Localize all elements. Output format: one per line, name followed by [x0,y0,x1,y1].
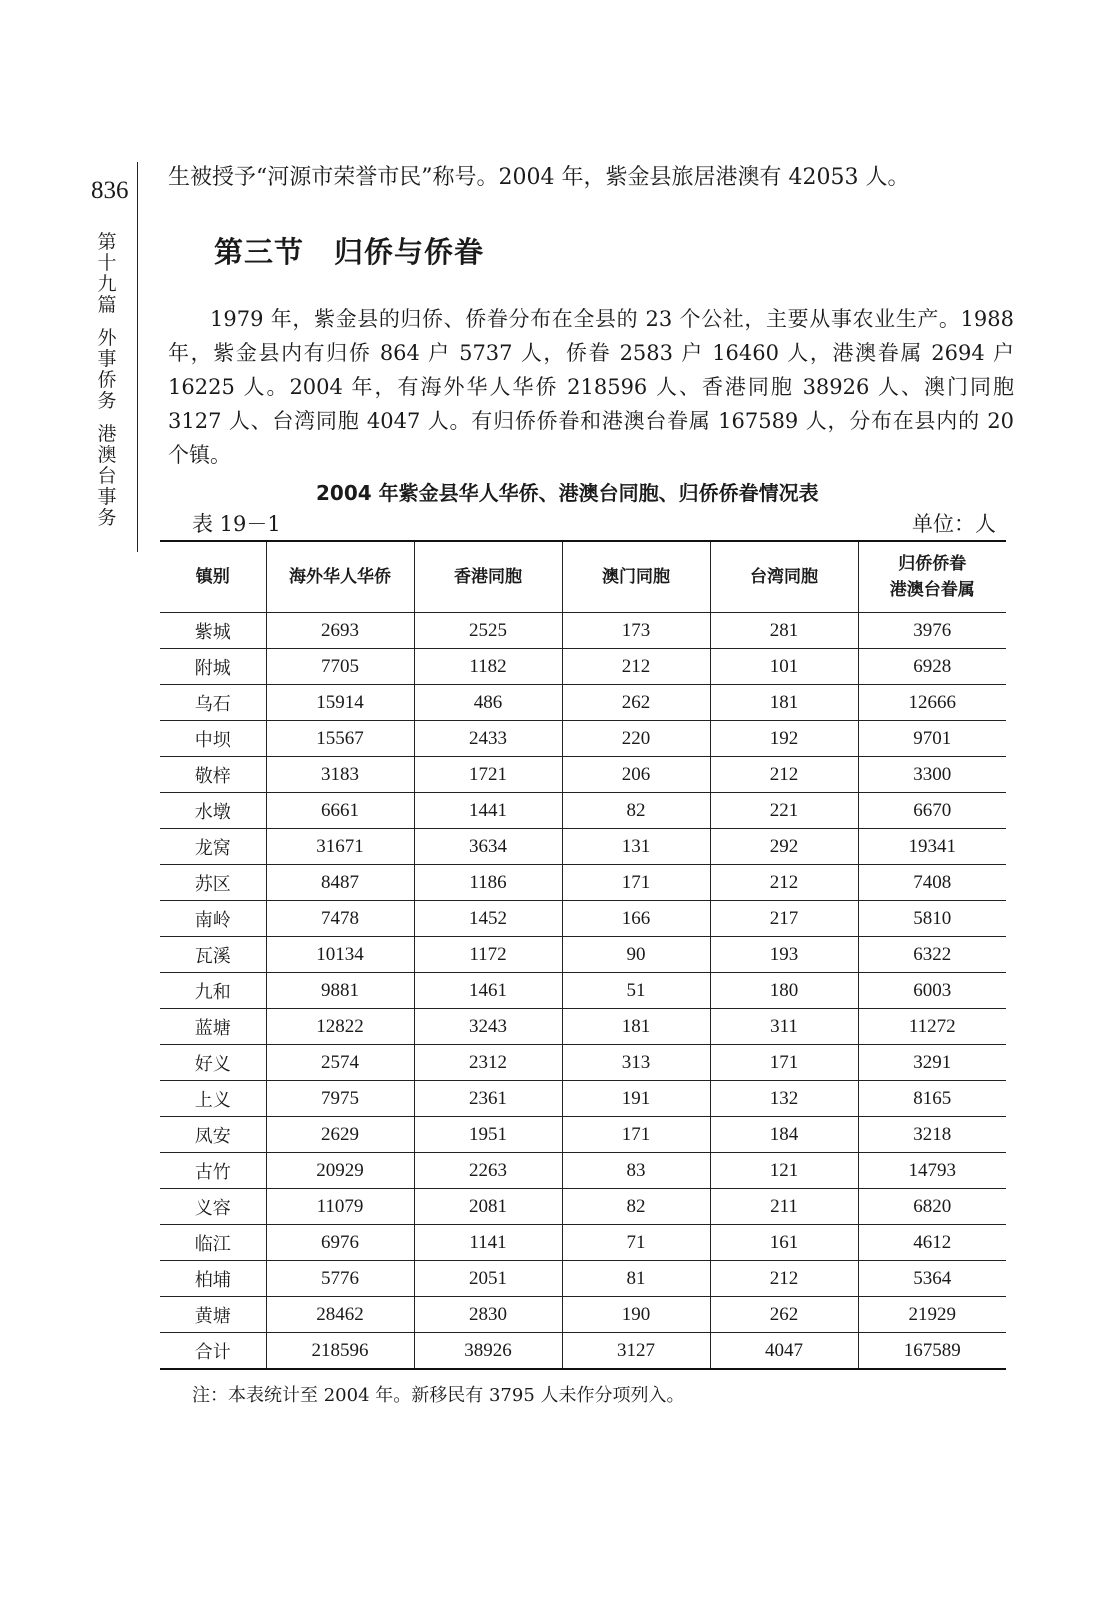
cell-taiwan: 217 [710,901,858,937]
cell-hong-kong: 2361 [414,1081,562,1117]
table-row [160,973,1006,1009]
cell-town: 古竹 [160,1153,266,1189]
cell-macao: 190 [562,1297,710,1333]
cell-town: 柏埔 [160,1261,266,1297]
table-row [160,1045,1006,1081]
cell-hong-kong: 1951 [414,1117,562,1153]
cell-town: 水墩 [160,793,266,829]
cell-town: 乌石 [160,685,266,721]
table-row [160,757,1006,793]
cell-macao: 220 [562,721,710,757]
cell-relatives: 9701 [858,721,1006,757]
cell-overseas-chinese: 15567 [266,721,414,757]
cell-overseas-chinese: 7975 [266,1081,414,1117]
cell-taiwan: 212 [710,757,858,793]
cell-taiwan: 101 [710,649,858,685]
table-row [160,793,1006,829]
cell-town: 敬梓 [160,757,266,793]
cell-town: 蓝塘 [160,1009,266,1045]
cell-relatives: 7408 [858,865,1006,901]
margin-rule [137,162,138,552]
cell-macao: 51 [562,973,710,1009]
body-paragraph: 1979 年，紫金县的归侨、侨眷分布在全县的 23 个公社，主要从事农业生产。1988 年，紫金县内有归侨 864 户 5737 人，侨眷 2583 户 16460 人，港澳眷属 2694 户 16225 人。2004 年，有海外华人华侨 218596 人、香港同胞 38926 人、澳门同胞 3127 人、台湾同胞 4047 人。有归侨侨眷和港澳台眷属 167589 人，分布在县内的 20 个镇。 [168,307,1014,467]
cell-relatives: 3976 [858,613,1006,649]
cell-hong-kong: 2263 [414,1153,562,1189]
continuation-text: 生被授予“河源市荣誉市民”称号。2004 年，紫金县旅居港澳有 42053 人。 [168,165,910,190]
cell-macao: 173 [562,613,710,649]
cell-taiwan: 184 [710,1117,858,1153]
table-row [160,1225,1006,1261]
table-row [160,1153,1006,1189]
cell-overseas-chinese: 12822 [266,1009,414,1045]
cell-town: 龙窝 [160,829,266,865]
table-row [160,649,1006,685]
cell-macao: 191 [562,1081,710,1117]
cell-overseas-chinese: 6976 [266,1225,414,1261]
cell-overseas-chinese: 8487 [266,865,414,901]
header-macao: 澳门同胞 [562,541,710,613]
table-row [160,721,1006,757]
cell-overseas-chinese: 10134 [266,937,414,973]
cell-overseas-chinese: 20929 [266,1153,414,1189]
header-relatives [858,541,1006,613]
cell-overseas-chinese: 3183 [266,757,414,793]
cell-town: 苏区 [160,865,266,901]
cell-relatives: 21929 [858,1297,1006,1333]
table-row [160,1081,1006,1117]
cell-overseas-chinese: 6661 [266,793,414,829]
cell-taiwan: 221 [710,793,858,829]
cell-taiwan: 180 [710,973,858,1009]
table-caption: 2004 年紫金县华人华侨、港澳台同胞、归侨侨眷情况表 [316,481,819,505]
cell-macao: 3127 [562,1333,710,1370]
cell-taiwan: 211 [710,1189,858,1225]
cell-macao: 81 [562,1261,710,1297]
cell-relatives: 3218 [858,1117,1006,1153]
cell-hong-kong: 486 [414,685,562,721]
cell-hong-kong: 1721 [414,757,562,793]
cell-hong-kong: 2312 [414,1045,562,1081]
header-taiwan: 台湾同胞 [710,541,858,613]
cell-town: 合计 [160,1333,266,1370]
cell-hong-kong: 1461 [414,973,562,1009]
table-row [160,829,1006,865]
cell-town: 瓦溪 [160,937,266,973]
cell-relatives: 6928 [858,649,1006,685]
table-row [160,901,1006,937]
cell-hong-kong: 38926 [414,1333,562,1370]
cell-town: 义容 [160,1189,266,1225]
header-hong-kong: 香港同胞 [414,541,562,613]
cell-relatives: 167589 [858,1333,1006,1370]
cell-hong-kong: 1452 [414,901,562,937]
cell-hong-kong: 1172 [414,937,562,973]
cell-macao: 83 [562,1153,710,1189]
cell-hong-kong: 2081 [414,1189,562,1225]
cell-relatives: 3291 [858,1045,1006,1081]
cell-overseas-chinese: 2574 [266,1045,414,1081]
cell-macao: 82 [562,793,710,829]
cell-taiwan: 161 [710,1225,858,1261]
cell-macao: 212 [562,649,710,685]
header-overseas-chinese: 海外华人华侨 [266,541,414,613]
cell-town: 中坝 [160,721,266,757]
cell-relatives: 6670 [858,793,1006,829]
cell-taiwan: 171 [710,1045,858,1081]
cell-hong-kong: 1186 [414,865,562,901]
table-row [160,1189,1006,1225]
table-header-row [160,541,1006,613]
cell-taiwan: 311 [710,1009,858,1045]
cell-relatives: 14793 [858,1153,1006,1189]
table-row [160,1261,1006,1297]
cell-hong-kong: 2525 [414,613,562,649]
running-head [94,232,120,529]
cell-town: 黄塘 [160,1297,266,1333]
cell-hong-kong: 1441 [414,793,562,829]
cell-town: 九和 [160,973,266,1009]
cell-overseas-chinese: 11079 [266,1189,414,1225]
cell-overseas-chinese: 9881 [266,973,414,1009]
cell-taiwan: 181 [710,685,858,721]
table-total-row [160,1333,1006,1370]
cell-hong-kong: 1141 [414,1225,562,1261]
cell-relatives: 5810 [858,901,1006,937]
section-number: 第三节 [214,235,305,269]
table-row [160,685,1006,721]
cell-hong-kong: 1182 [414,649,562,685]
cell-relatives: 5364 [858,1261,1006,1297]
cell-town: 上义 [160,1081,266,1117]
cell-town: 紫城 [160,613,266,649]
cell-macao: 71 [562,1225,710,1261]
cell-macao: 171 [562,1117,710,1153]
running-head-topic-2: 港澳台事务 [97,423,117,529]
cell-hong-kong: 2830 [414,1297,562,1333]
section-title: 归侨与侨眷 [334,235,485,269]
running-head-part: 第十九篇 [97,231,117,316]
cell-overseas-chinese: 7478 [266,901,414,937]
cell-macao: 206 [562,757,710,793]
cell-macao: 131 [562,829,710,865]
cell-relatives: 6003 [858,973,1006,1009]
cell-macao: 171 [562,865,710,901]
cell-macao: 262 [562,685,710,721]
table-body [160,613,1006,1370]
cell-overseas-chinese: 7705 [266,649,414,685]
section-heading [214,230,484,271]
cell-hong-kong: 3634 [414,829,562,865]
cell-hong-kong: 2051 [414,1261,562,1297]
cell-macao: 90 [562,937,710,973]
cell-town: 临江 [160,1225,266,1261]
table-row [160,937,1006,973]
table-row [160,1117,1006,1153]
table-row [160,865,1006,901]
table-unit: 单位：人 [912,512,996,536]
header-relatives-line-1: 归侨侨眷 [898,554,967,574]
cell-town: 南岭 [160,901,266,937]
cell-macao: 166 [562,901,710,937]
cell-town: 好义 [160,1045,266,1081]
table-note: 注：本表统计至 2004 年。新移民有 3795 人未作分项列入。 [192,1385,685,1406]
cell-macao: 313 [562,1045,710,1081]
header-relatives-line-2: 港澳台眷属 [889,580,975,600]
cell-overseas-chinese: 2629 [266,1117,414,1153]
table-row [160,613,1006,649]
cell-relatives: 3300 [858,757,1006,793]
cell-relatives: 8165 [858,1081,1006,1117]
table-row [160,1297,1006,1333]
page-number: 836 [91,177,129,204]
cell-taiwan: 281 [710,613,858,649]
table-number: 表 19－1 [192,512,281,536]
cell-taiwan: 212 [710,865,858,901]
cell-taiwan: 4047 [710,1333,858,1370]
cell-taiwan: 192 [710,721,858,757]
cell-overseas-chinese: 28462 [266,1297,414,1333]
cell-taiwan: 193 [710,937,858,973]
running-head-topic-1: 外事侨务 [97,327,117,412]
cell-relatives: 12666 [858,685,1006,721]
cell-macao: 181 [562,1009,710,1045]
cell-overseas-chinese: 2693 [266,613,414,649]
cell-relatives: 6820 [858,1189,1006,1225]
cell-overseas-chinese: 31671 [266,829,414,865]
cell-hong-kong: 2433 [414,721,562,757]
cell-relatives: 6322 [858,937,1006,973]
cell-taiwan: 212 [710,1261,858,1297]
cell-taiwan: 132 [710,1081,858,1117]
cell-relatives: 4612 [858,1225,1006,1261]
statistics-table [160,540,1006,1370]
cell-taiwan: 292 [710,829,858,865]
cell-town: 凤安 [160,1117,266,1153]
table-row [160,1009,1006,1045]
cell-macao: 82 [562,1189,710,1225]
cell-overseas-chinese: 15914 [266,685,414,721]
cell-relatives: 19341 [858,829,1006,865]
cell-hong-kong: 3243 [414,1009,562,1045]
cell-relatives: 11272 [858,1009,1006,1045]
cell-taiwan: 121 [710,1153,858,1189]
cell-overseas-chinese: 218596 [266,1333,414,1370]
header-town: 镇别 [195,567,230,587]
cell-overseas-chinese: 5776 [266,1261,414,1297]
cell-taiwan: 262 [710,1297,858,1333]
cell-town: 附城 [160,649,266,685]
